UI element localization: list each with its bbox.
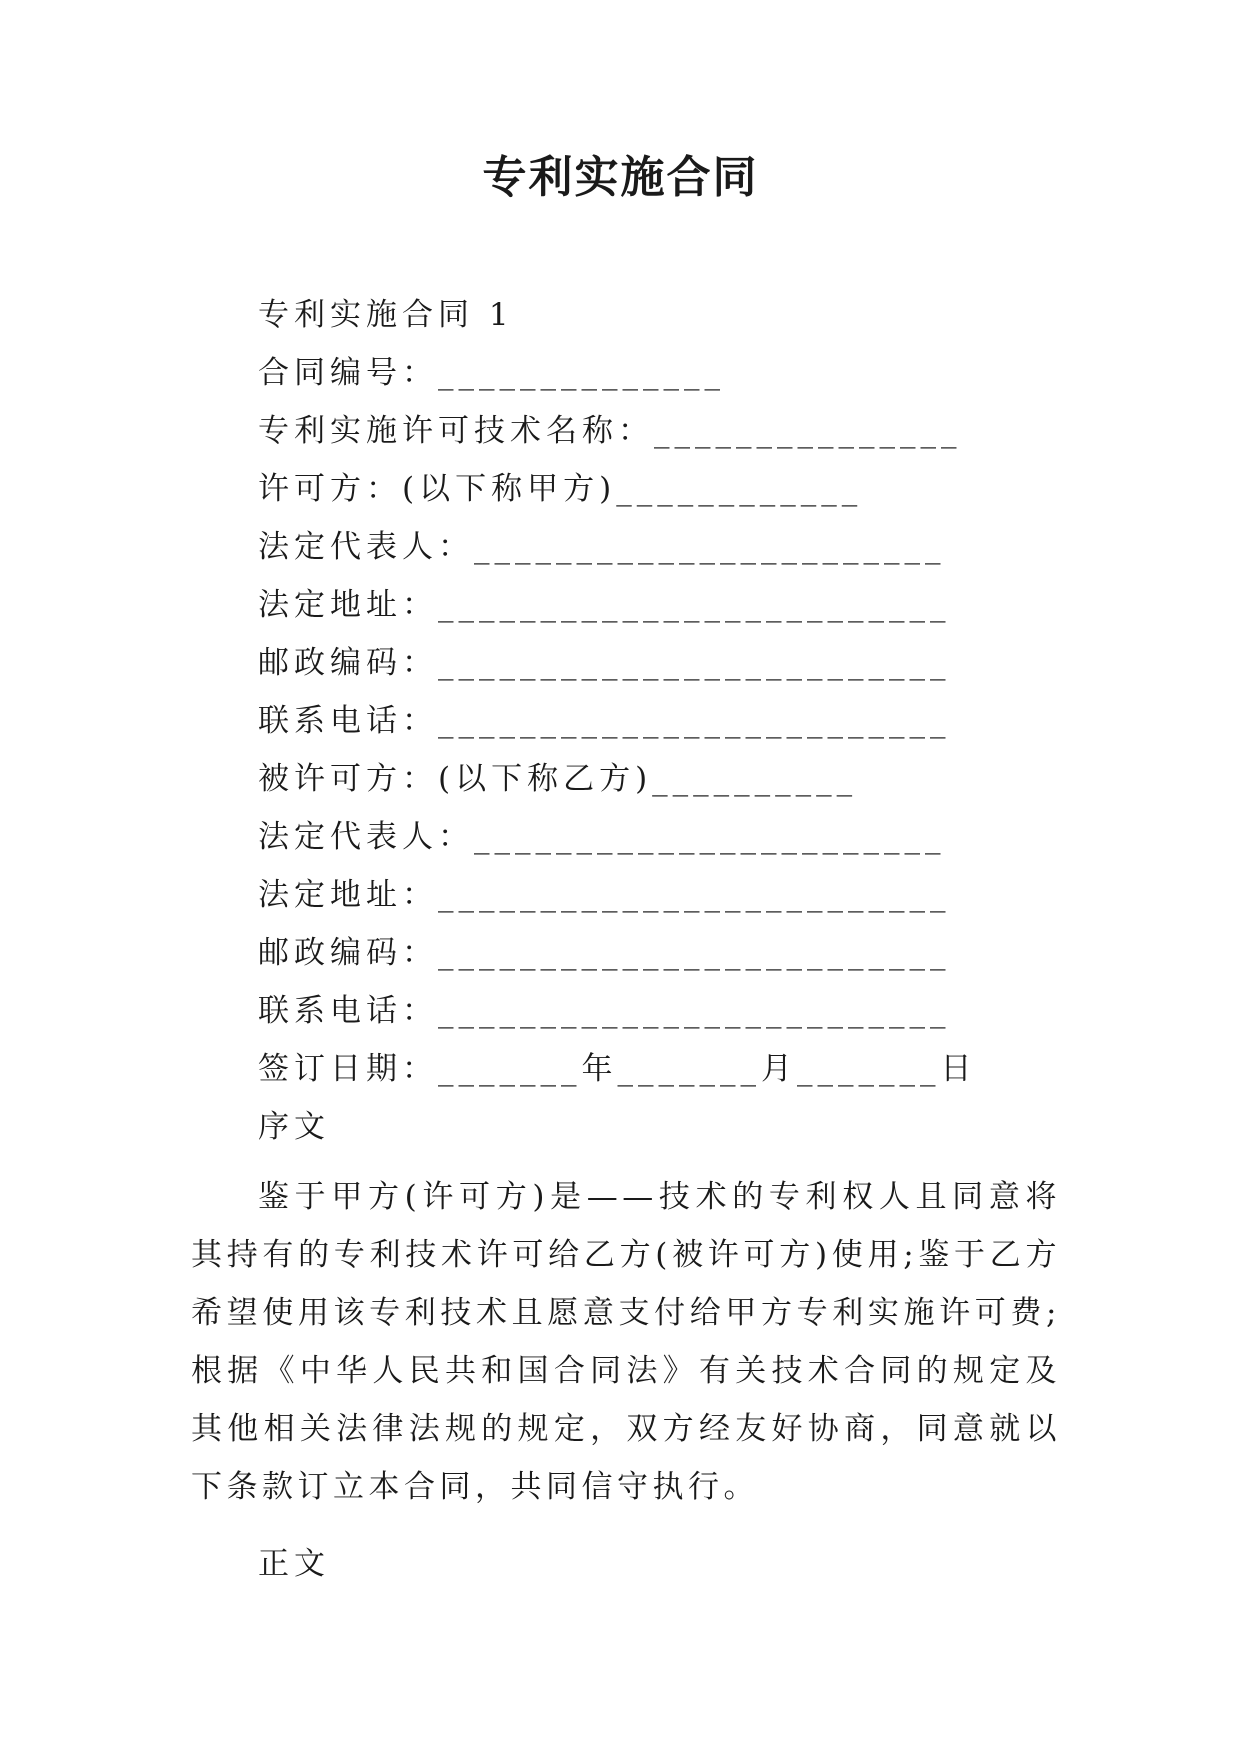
body-heading: 正文: [258, 1546, 330, 1582]
licensee-legal-address-field: 法定地址：_________________________: [258, 877, 951, 913]
licensee-postal-code-field: 邮政编码：_________________________: [258, 935, 951, 971]
licensee-legal-representative-field: 法定代表人：_______________________: [258, 819, 946, 855]
licensor-legal-representative-field: 法定代表人：_______________________: [258, 529, 946, 565]
licensor-field: 许可方：(以下称甲方)____________: [258, 471, 863, 507]
contract-subtitle: 专利实施合同 1: [258, 297, 514, 333]
document-title: 专利实施合同: [482, 152, 759, 203]
preface-heading: 序文: [258, 1109, 330, 1145]
licensor-postal-code-field: 邮政编码：_________________________: [258, 645, 951, 681]
licensee-field: 被许可方：(以下称乙方)__________: [258, 761, 858, 797]
licensor-phone-field: 联系电话：_________________________: [258, 703, 951, 739]
licensee-phone-field: 联系电话：_________________________: [258, 993, 951, 1029]
preface-paragraph: 鉴于甲方(许可方)是——技术的专利权人且同意将其持有的专利技术许可给乙方(被许可方)使用;鉴于乙方希望使用该专利技术且愿意支付给甲方专利实施许可费;根据《中华人民共和国合同法》有关技术合同的规定及其他相关法律法规的规定，双方经友好协商，同意就以下条款订立本合同，共同信守执行。: [191, 1179, 1061, 1505]
contract-number-field: 合同编号：______________: [258, 355, 725, 391]
licensor-legal-address-field: 法定地址：_________________________: [258, 587, 951, 623]
signing-date-field: 签订日期：_______年_______月_______日: [258, 1051, 977, 1087]
licensed-technology-name-field: 专利实施许可技术名称：_______________: [258, 413, 962, 449]
